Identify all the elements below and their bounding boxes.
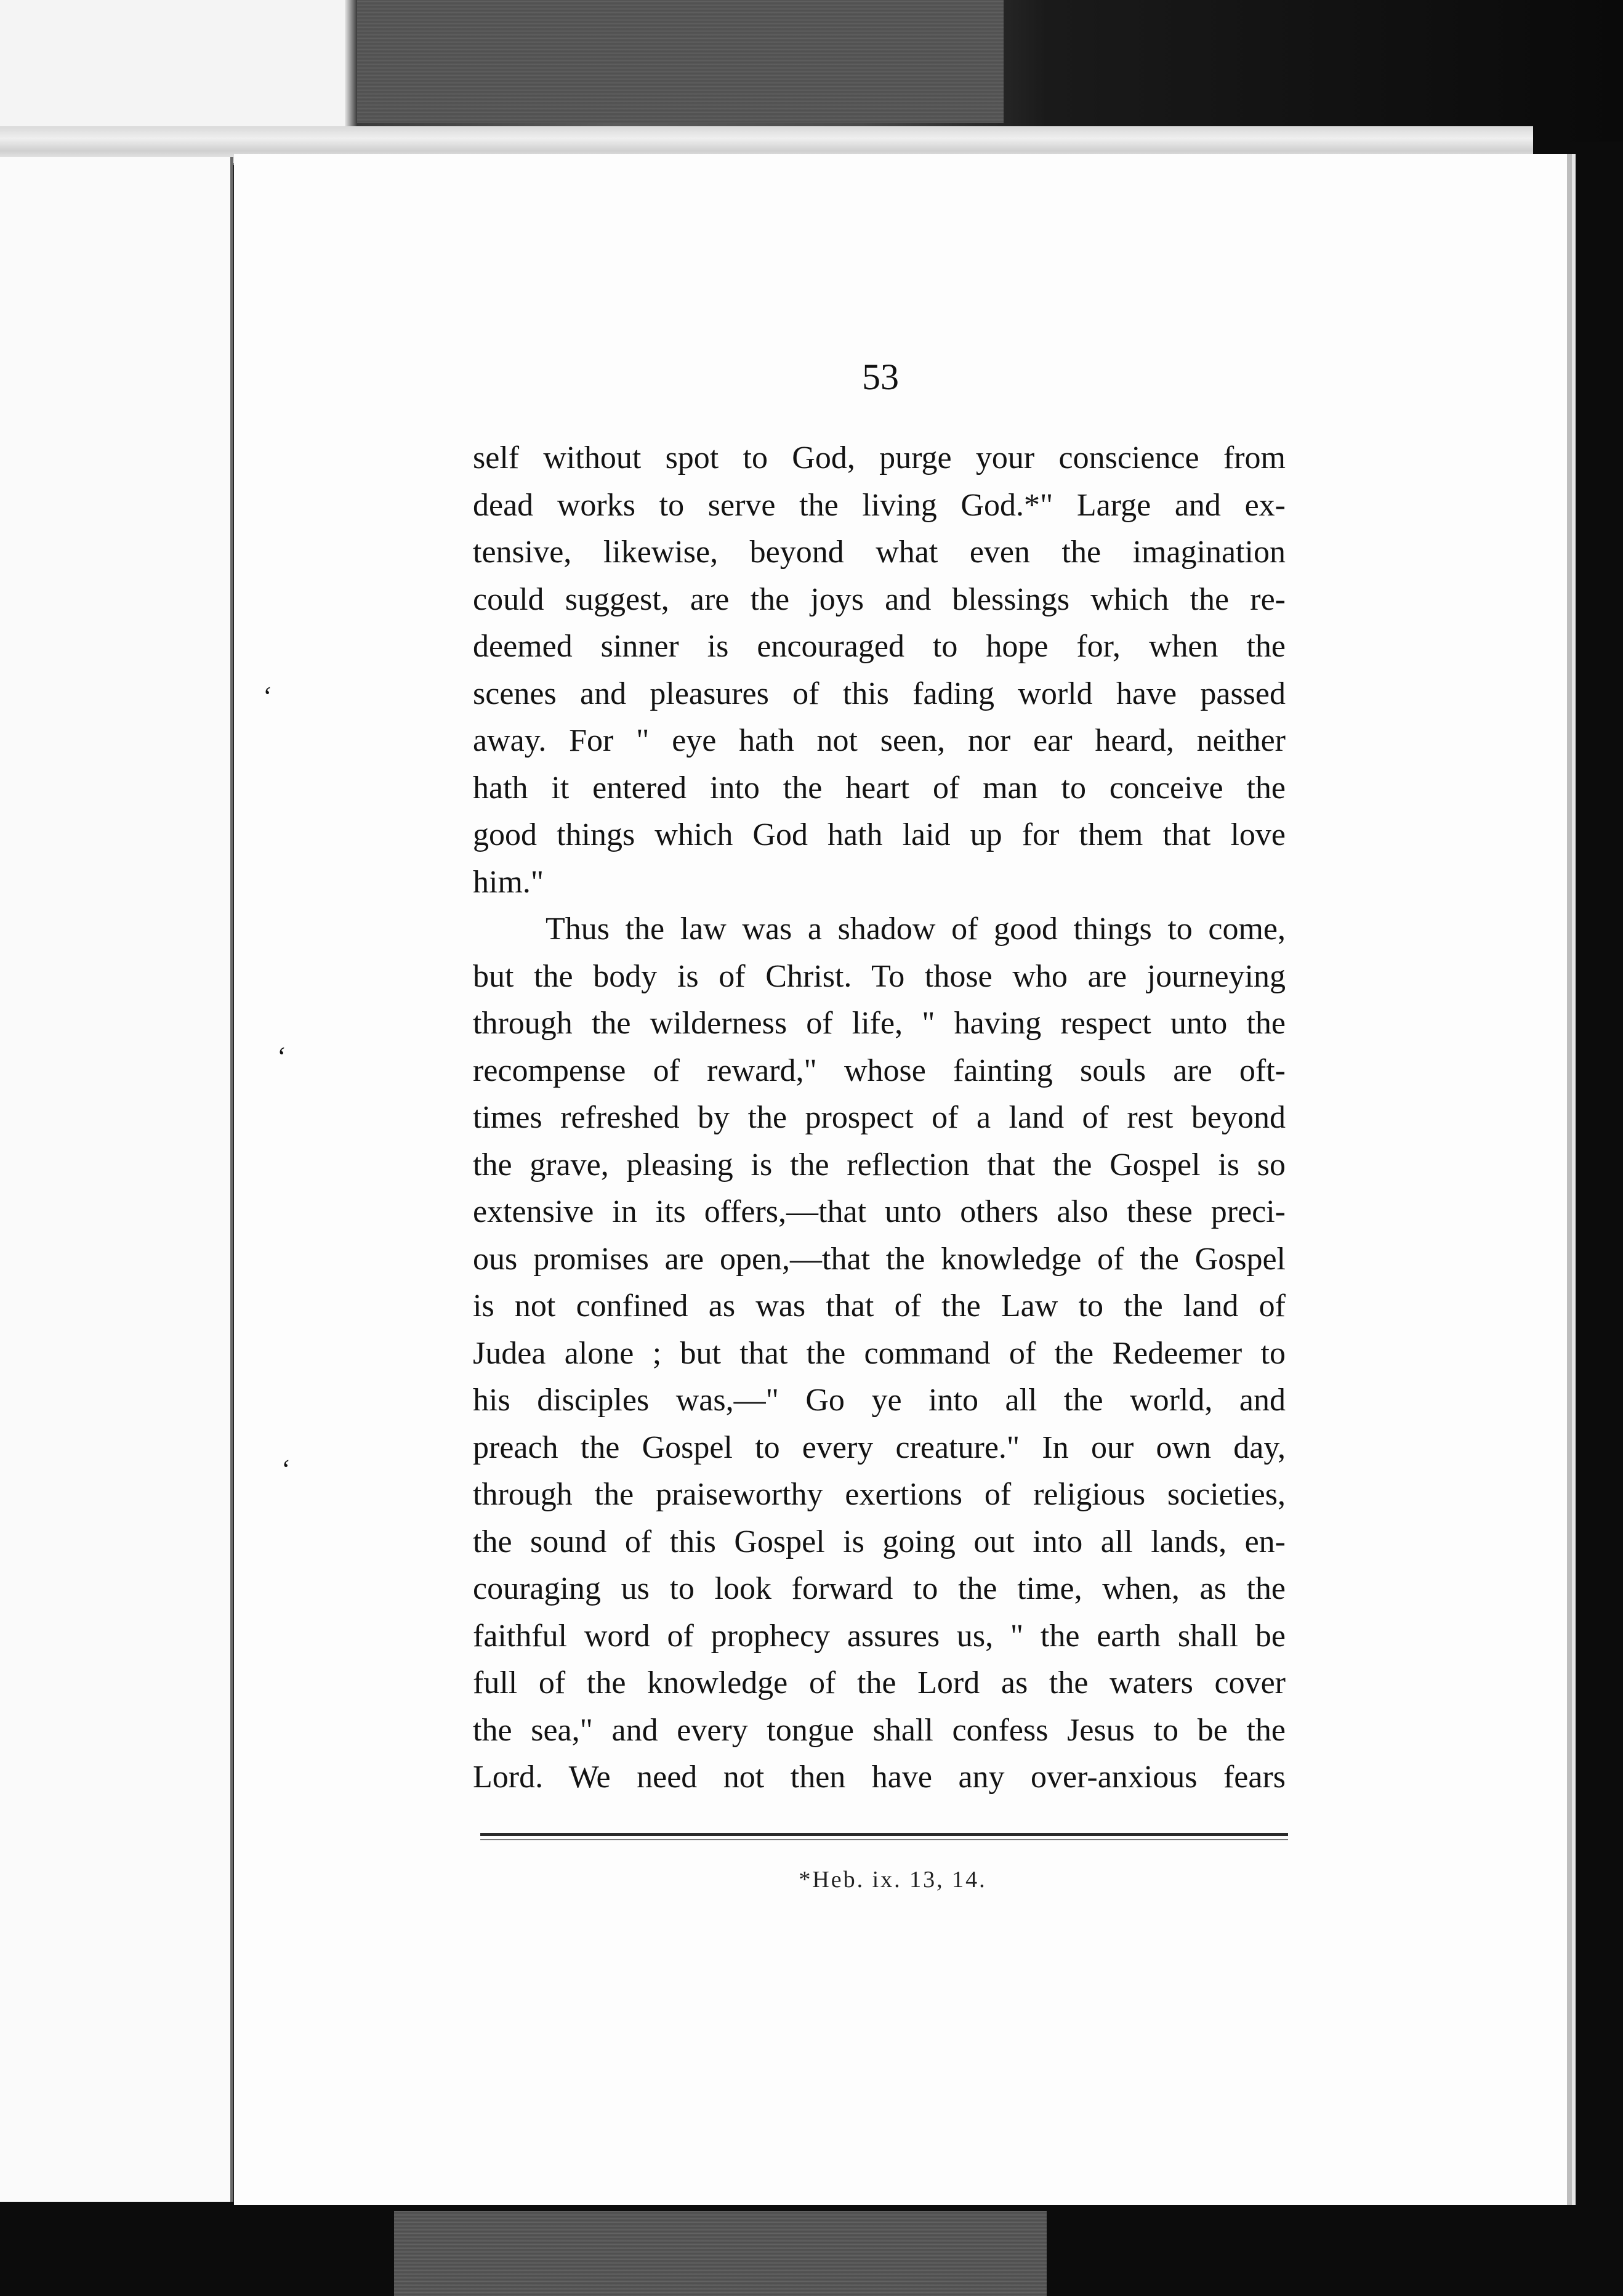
scanner-background-bottom bbox=[394, 2211, 1047, 2296]
margin-mark: ʻ bbox=[262, 681, 271, 711]
left-page bbox=[0, 157, 233, 2202]
footnote-rule bbox=[480, 1839, 1288, 1840]
text-line: dead works to serve the living God.*" Large and ex- bbox=[473, 487, 1286, 523]
text-line: away. For " eye hath not seen, nor ear heard, neither bbox=[473, 723, 1286, 758]
text-line: good things which God hath laid up for them that love bbox=[473, 817, 1286, 852]
text-line: Lord. We need not then have any over-anxious fears bbox=[473, 1760, 1286, 1795]
text-line: times refreshed by the prospect of a land of rest beyond bbox=[473, 1100, 1286, 1135]
text-line: but the body is of Christ. To those who are journeying bbox=[473, 958, 1286, 994]
margin-mark: ʻ bbox=[276, 1041, 285, 1072]
scanner-bed bbox=[357, 0, 1004, 123]
text-line: recompense of reward," whose fainting souls are oft- bbox=[473, 1053, 1286, 1088]
text-line: tensive, likewise, beyond what even the imagination bbox=[473, 535, 1286, 570]
text-line: his disciples was,—" Go ye into all the world, and bbox=[473, 1383, 1286, 1418]
text-line: extensive in its offers,—that unto others also these preci- bbox=[473, 1194, 1286, 1229]
text-line: could suggest, are the joys and blessings which the re- bbox=[473, 581, 1286, 617]
text-line: him." bbox=[473, 864, 544, 900]
page-number: 53 bbox=[862, 357, 899, 397]
margin-mark: ʻ bbox=[280, 1454, 289, 1484]
text-line: Thus the law was a shadow of good things to come, bbox=[546, 912, 1286, 947]
text-line: the sound of this Gospel is going out into all lands, en- bbox=[473, 1524, 1286, 1559]
footnote-rule bbox=[480, 1833, 1288, 1836]
adjacent-sheet bbox=[0, 0, 345, 132]
text-line: scenes and pleasures of this fading world have passed bbox=[473, 676, 1286, 711]
text-line: ous promises are open,—that the knowledge of the Gospel bbox=[473, 1241, 1286, 1277]
text-line: the grave, pleasing is the reflection that the Gospel is so bbox=[473, 1147, 1286, 1182]
text-line: through the praiseworthy exertions of religious societies, bbox=[473, 1477, 1286, 1512]
text-line: faithful word of prophecy assures us, " the earth shall be bbox=[473, 1618, 1286, 1654]
body-text bbox=[473, 435, 1286, 1801]
text-line: the sea," and every tongue shall confess Jesus to be the bbox=[473, 1712, 1286, 1748]
book-gutter bbox=[230, 157, 233, 2202]
footnote: *Heb. ix. 13, 14. bbox=[799, 1867, 987, 1893]
text-line: through the wilderness of life, " having respect unto the bbox=[473, 1006, 1286, 1041]
text-line: hath it entered into the heart of man to conceive the bbox=[473, 770, 1286, 806]
text-line: couraging us to look forward to the time, when, as the bbox=[473, 1571, 1286, 1606]
text-line: is not confined as was that of the Law to the land of bbox=[473, 1288, 1286, 1324]
text-line: self without spot to God, purge your conscience from bbox=[473, 440, 1286, 475]
text-line: full of the knowledge of the Lord as the waters cover bbox=[473, 1665, 1286, 1700]
text-line: preach the Gospel to every creature." In our own day, bbox=[473, 1429, 1286, 1465]
text-line: deemed sinner is encouraged to hope for, when the bbox=[473, 629, 1286, 664]
text-line: Judea alone ; but that the command of the Redeemer to bbox=[473, 1335, 1286, 1371]
